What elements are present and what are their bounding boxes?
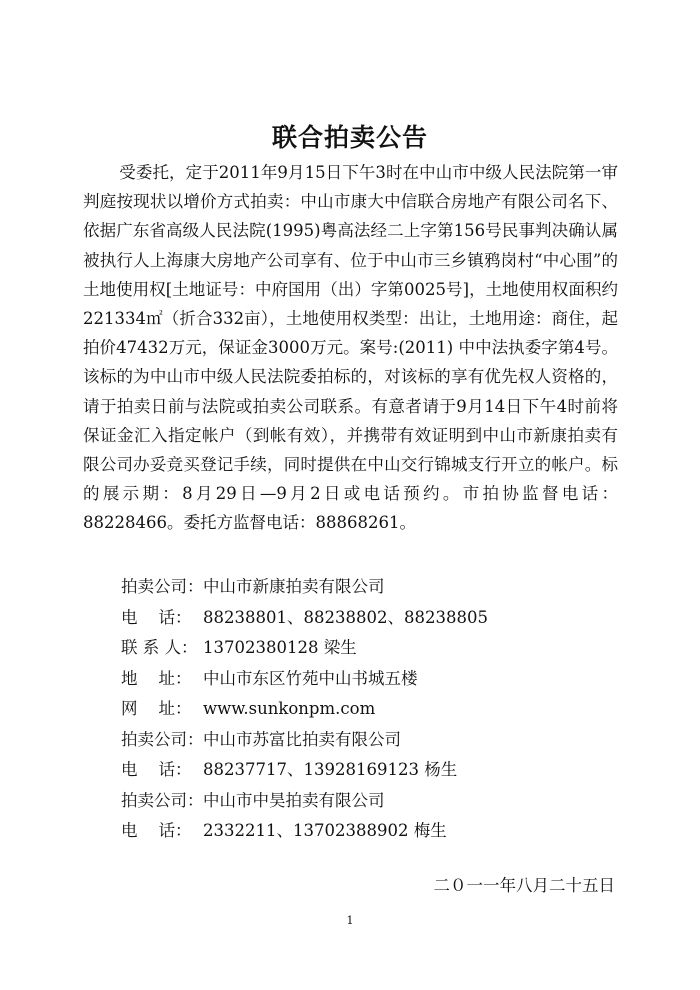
- contact-label: 电 话：: [121, 821, 192, 840]
- contact-row: [121, 694, 621, 725]
- page-number: 1: [346, 914, 354, 927]
- contact-value: 88238801、88238802、88238805: [203, 607, 488, 627]
- contact-label: 电 话：: [121, 607, 192, 627]
- contact-value: 中山市新康拍卖有限公司: [203, 577, 385, 596]
- contact-label: 拍卖公司：: [121, 577, 204, 596]
- contact-row: [121, 572, 621, 603]
- contact-label: 拍卖公司：: [121, 790, 204, 810]
- contact-row: [121, 603, 621, 634]
- contact-value: 中山市中昊拍卖有限公司: [203, 790, 385, 810]
- contact-value: 2332211、13702388902 梅生: [203, 821, 447, 840]
- contact-value: 13702380128 梁生: [203, 638, 357, 657]
- contact-row: [121, 755, 621, 786]
- contact-row: [121, 816, 621, 847]
- contact-label: 电 话：: [121, 760, 192, 779]
- contact-value: 中山市苏富比拍卖有限公司: [203, 729, 401, 749]
- contact-value: 中山市东区竹苑中山书城五楼: [203, 668, 418, 688]
- contact-label: 地 址：: [121, 668, 192, 688]
- contact-row: [121, 725, 621, 756]
- contact-list: [121, 572, 621, 847]
- contact-label: 拍卖公司：: [121, 729, 204, 749]
- page-title: 联合拍卖公告: [271, 123, 428, 152]
- announcement-body: 受委托，定于2011年9月15日下午3时在中山市中级人民法院第一审判庭按现状以增价方式拍卖：中山市康大中信联合房地产有限公司名下、依据广东省高级人民法院(1995)粤高法经二上字第156号民事判决确认属被执行人上海康大房地产公司享有、位于中山市三乡镇鸦岗村“中心围”的土地使用权[土地证号：中府国用（出）字第0025号]，土地使用权面积约221334㎡（折合332亩），土地使用权类型：出让，土地用途：商住，起拍价47432万元，保证金3000万元。案号:(2011) 中中法执委字第4号。该标的为中山市中级人民法院委拍标的，对该标的享有优先权人资格的，请于拍卖日前与法院或拍卖公司联系。有意者请于9月14日下午4时前将保证金汇入指定帐户（到帐有效），并携带有效证明到中山市新康拍卖有限公司办妥竞买登记手续，同时提供在中山交行锦城支行开立的帐户。标的展示期：8月29日—9月2日或电话预约。市拍协监督电话：88228466。委托方监督电话：88868261。: [83, 163, 618, 533]
- website-link: www.sunkonpm.com: [203, 699, 376, 718]
- contact-row: [121, 786, 621, 817]
- contact-row: [121, 664, 621, 695]
- contact-label: 联 系 人：: [121, 638, 198, 657]
- contact-value: 88237717、13928169123 杨生: [203, 760, 458, 779]
- contact-row: [121, 633, 621, 664]
- announcement-date: 二０一一年八月二十五日: [433, 876, 615, 895]
- contact-label: 网 址：: [121, 699, 192, 718]
